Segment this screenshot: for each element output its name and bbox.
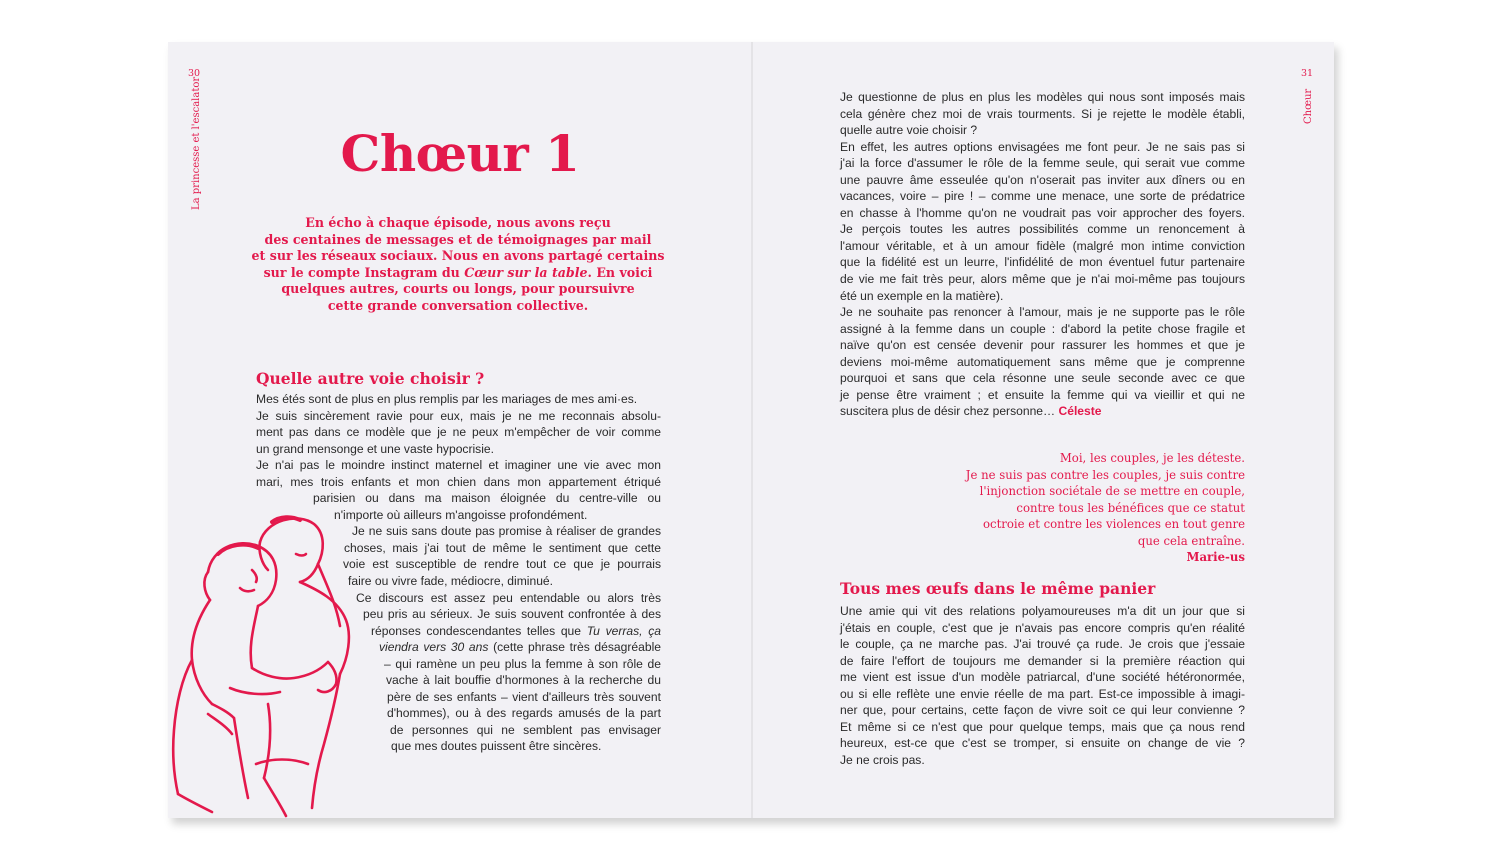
pull-quote: Moi, les couples, je les déteste. Je ne suis pas contre les couples, je suis contre l'injonction sociétale de se mettre en couple, contre tous les bénéfices que ce statut octroie et contre les violences en tout genre que cela entraîne. Marie-us <box>965 451 1245 565</box>
signature-marie-us: Marie-us <box>1186 550 1245 565</box>
page-title: Chœur 1 <box>340 124 580 183</box>
left-running-head: La princesse et l'escalator <box>191 76 202 210</box>
right-running-head: Chœur <box>1303 88 1314 124</box>
left-body-text: Mes étés sont de plus en plus remplis par les mariages de mes ami·es. Je suis sincèrement ravie pour eux, mais je ne me reconnais absolu- ment pas dans ce modèle que je ne peux m'empêcher de voir comme un grand mensonge et une vaste hypocrisie. Je n'ai pas le moindre instinct maternel et imaginer une vie avec mon mari, mes trois enfants et mon chien dans mon appartement étriqué parisien ou dans ma maison éloignée du centre-ville ou n'importe où ailleurs m'angoisse profondément. Je ne suis sans doute pas promise à réaliser de grandes choses, mais j'ai tout de même le sentiment que cette voie est susceptible de rendre tout ce que je pourrais faire ou vivre fade, médiocre, diminué. Ce discours est assez peu entendable ou alors très peu pris au sérieux. Je suis souvent confrontée à des réponses condescendantes telles que Tu verras, ça viendra vers 30 ans (cette phrase très désagréable – qui ramène un peu plus la femme à son rôle de vache à lait bouffie d'hormones à la recherche du père de ses enfants – vient d'ailleurs très souvent d'hommes), ou à des regards amusés de la part de personnes qui ne semblent pas envisager que mes doutes puissent être sincères. <box>256 392 661 754</box>
right-section-text: Une amie qui vit des relations polyamoureuses m'a dit un jour que si j'étais en couple, c'est que je n'avais pas encore compris qu'en réalité le couple, ça ne marche pas. J'ai trouvé ça rude. Je crois que j'essaie de faire l'effort de toujours me demander si la première réaction qui me vient est issue d'un modèle patriarcal, d'une société hétéronormée, ou si elle reflète une envie réelle de ma part. Est-ce impossible à imagi- ner que, pour certains, cette façon de vivre soit ce qui leur convienne ? Et même si ce n'est que pour quelque temps, mais que ça nous rend heureux, est-ce que c'est se tromper, si ensuite on change de vie ? Je ne crois pas. <box>840 604 1245 767</box>
right-letter-text: Je questionne de plus en plus les modèles qui nous sont imposés mais cela génère chez moi de vrais tourments. Si je rejette le modèle établi, quelle autre voie choisir ? En effet, les autres options envisagées me font peur. Je ne sais pas si j'ai la force d'assumer le rôle de la femme seule, qui serait vue comme une pauvre âme esseulée qu'on n'oserait pas inviter aux dîners ou en vacances, voire – pire ! – comme une menace, une sorte de prédatrice en chasse à l'homme qu'on ne voudrait pas voir approcher des foyers. Je perçois toutes les autres possibilités comme un renoncement à l'amour véritable, et à un amour fidèle (malgré mon intime conviction que la fidélité est un leurre, l'infidélité de mon éventuel futur partenaire de vie me fait très peur, alors même que je n'ai moi-même pas toujours été un exemple en la matière). Je ne souhaite pas renoncer à l'amour, mais je ne supporte pas le rôle assigné à la femme dans un couple : d'abord la petite chose fragile et naïve qu'on est censée devenir pour rassurer les hommes et que je deviens moi-même automatiquement sans même que je comprenne pourquoi et sans que cela résonne une seule seconde avec ce que je pense être vraiment ; et ensuite la femme qui va vieillir et qui ne suscitera plus de désir chez personne… Céleste <box>840 90 1245 419</box>
intro-paragraph: En écho à chaque épisode, nous avons reçu des centaines de messages et de témoignages par mail et sur les réseaux sociaux. Nous en avons partagé certains sur le compte Instagram du Cœur sur la table. En voici quelques autres, courts ou longs, pour poursuivre cette grande conversation collective. <box>251 215 665 313</box>
book-spread <box>168 42 1334 818</box>
embracing-couple-illustration <box>168 508 368 818</box>
book-gutter <box>751 42 753 818</box>
signature-celeste: Céleste <box>1058 404 1102 419</box>
section-heading-right: Tous mes œufs dans le même panier <box>840 579 1156 598</box>
left-page-number: 30 <box>188 68 201 79</box>
section-heading-left: Quelle autre voie choisir ? <box>256 369 485 388</box>
right-page-number: 31 <box>1301 68 1314 79</box>
